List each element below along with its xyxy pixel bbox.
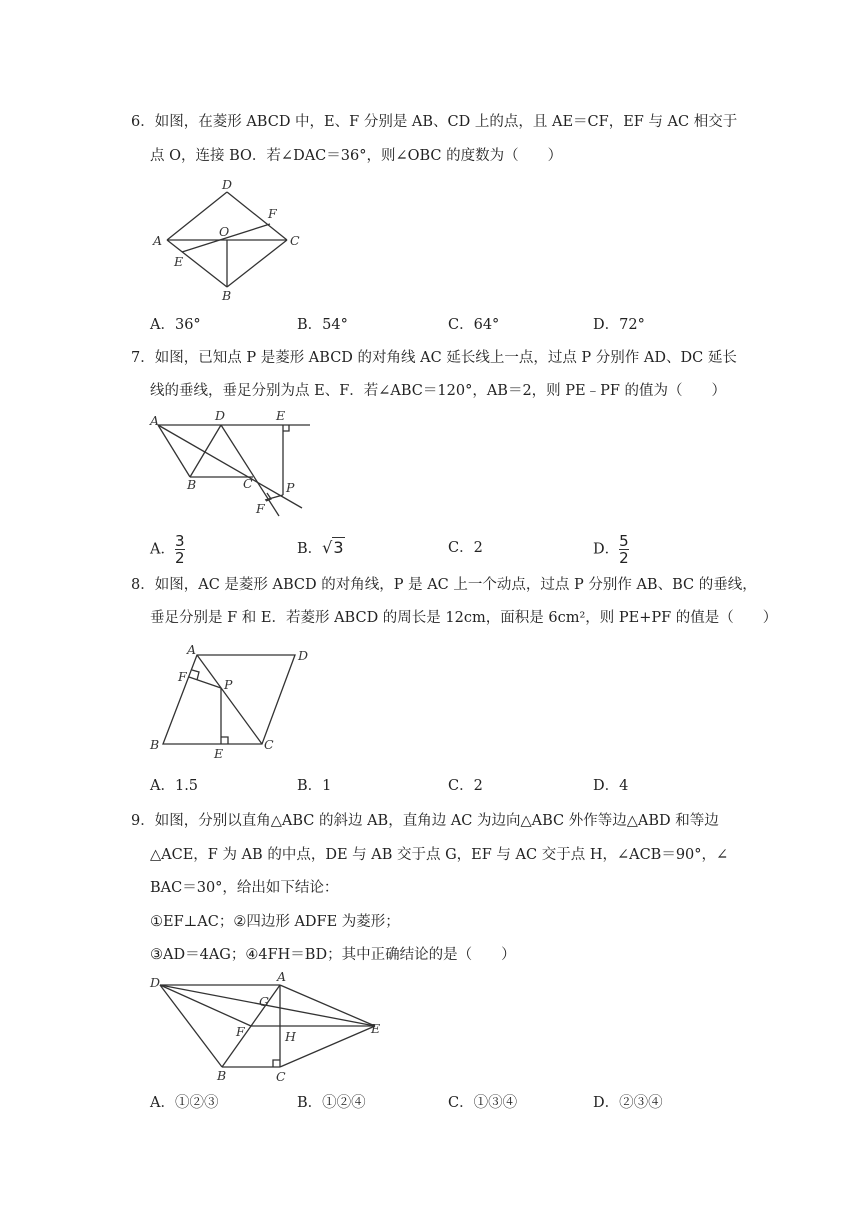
q7-option-c[interactable]: C．2 (448, 540, 483, 556)
q9-label-c: C (276, 1069, 286, 1084)
q7-label-e: E (276, 408, 286, 423)
q7-label-p: P (286, 480, 295, 495)
question-8-text-line1: 8．如图，AC 是菱形 ABCD 的对角线，P 是 AC 上一个动点，过点 P 分别作 AB、BC 的垂线， (131, 577, 757, 593)
q7-option-b-radicand: 3 (333, 538, 344, 557)
q9-label-f: F (236, 1024, 245, 1039)
q7-label-f: F (256, 501, 265, 516)
q6-option-b[interactable]: B．54° (297, 317, 348, 333)
q9-label-e: E (371, 1021, 381, 1036)
q7-option-b-prefix: B． (297, 541, 323, 557)
q6-option-a[interactable]: A．36° (150, 317, 201, 333)
q8-label-c: C (264, 737, 274, 752)
q7-option-b-sqrt: √3 (322, 538, 344, 557)
q9-option-a[interactable]: A．①②③ (150, 1095, 219, 1111)
q8-label-b: B (150, 737, 160, 752)
q6-option-c[interactable]: C．64° (448, 317, 500, 333)
question-6-text-line2: 点 O，连接 BO．若∠DAC＝36°，则∠OBC 的度数为（ ） (150, 148, 563, 164)
q7-label-c: C (243, 476, 253, 491)
question-8-text-line2: 垂足分别是 F 和 E．若菱形 ABCD 的周长是 12cm，面积是 6cm²，则 PE+PF 的值是（ ） (150, 610, 778, 626)
question-9-text-line3: BAC＝30°，给出如下结论： (150, 880, 339, 896)
q6-option-d[interactable]: D．72° (593, 317, 645, 333)
q7-option-d-numerator: 5 (619, 532, 629, 550)
q8-option-d[interactable]: D．4 (593, 778, 629, 794)
q8-label-f: F (178, 669, 187, 684)
q9-label-d: D (150, 975, 161, 990)
q7-label-a: A (150, 413, 160, 428)
q8-label-p: P (224, 677, 233, 692)
question-7-text-line2: 线的垂线，垂足分别为点 E、F．若∠ABC＝120°，AB＝2，则 PE﹣PF 的值为（ ） (150, 383, 727, 399)
q7-label-b: B (187, 477, 197, 492)
q7-option-a-prefix: A． (150, 541, 175, 558)
q6-label-f: F (268, 206, 277, 221)
question-7-text-line1: 7．如图，已知点 P 是菱形 ABCD 的对角线 AC 延长线上一点，过点 P 分别作 AD、DC 延长 (131, 350, 737, 366)
q6-label-c: C (290, 233, 300, 248)
question-9-text-line1: 9．如图，分别以直角△ABC 的斜边 AB，直角边 AC 为边向△ABC 外作等边△ABD 和等边 (131, 813, 719, 829)
question-9-text-line4: ①EF⊥AC；②四边形 ADFE 为菱形； (150, 914, 400, 930)
q8-option-a[interactable]: A．1.5 (150, 778, 199, 794)
q7-option-a-denominator: 2 (174, 549, 185, 567)
q8-option-b[interactable]: B．1 (297, 778, 332, 794)
q9-label-g: G (259, 994, 269, 1009)
q9-label-a: A (277, 969, 287, 984)
q8-label-a: A (187, 642, 197, 657)
q6-label-b: B (222, 288, 232, 303)
q6-label-a: A (153, 233, 163, 248)
q7-label-d: D (215, 408, 226, 423)
question-6-text-line1: 6．如图，在菱形 ABCD 中，E、F 分别是 AB、CD 上的点，且 AE＝CF，EF 与 AC 相交于 (131, 114, 738, 130)
q9-option-b[interactable]: B．①②④ (297, 1095, 366, 1111)
q8-label-e: E (214, 746, 224, 761)
q6-label-d: D (222, 177, 233, 192)
q6-label-e: E (174, 254, 184, 269)
q7-option-a-numerator: 3 (174, 532, 185, 550)
q9-option-c[interactable]: C．①③④ (448, 1095, 518, 1111)
q9-label-b: B (217, 1068, 227, 1083)
q9-label-h: H (285, 1029, 296, 1044)
q8-label-d: D (298, 648, 309, 663)
q9-option-d[interactable]: D．②③④ (593, 1095, 663, 1111)
q8-option-c[interactable]: C．2 (448, 778, 483, 794)
q6-label-o: O (219, 224, 230, 239)
question-9-text-line2: △ACE，F 为 AB 的中点，DE 与 AB 交于点 G，EF 与 AC 交于点 H，∠ACB＝90°，∠ (150, 847, 729, 863)
question-9-text-line5: ③AD＝4AG；④4FH＝BD；其中正确结论的是（ ） (150, 947, 516, 963)
q7-option-d-denominator: 2 (619, 549, 629, 567)
q7-option-d-prefix: D． (593, 541, 620, 558)
